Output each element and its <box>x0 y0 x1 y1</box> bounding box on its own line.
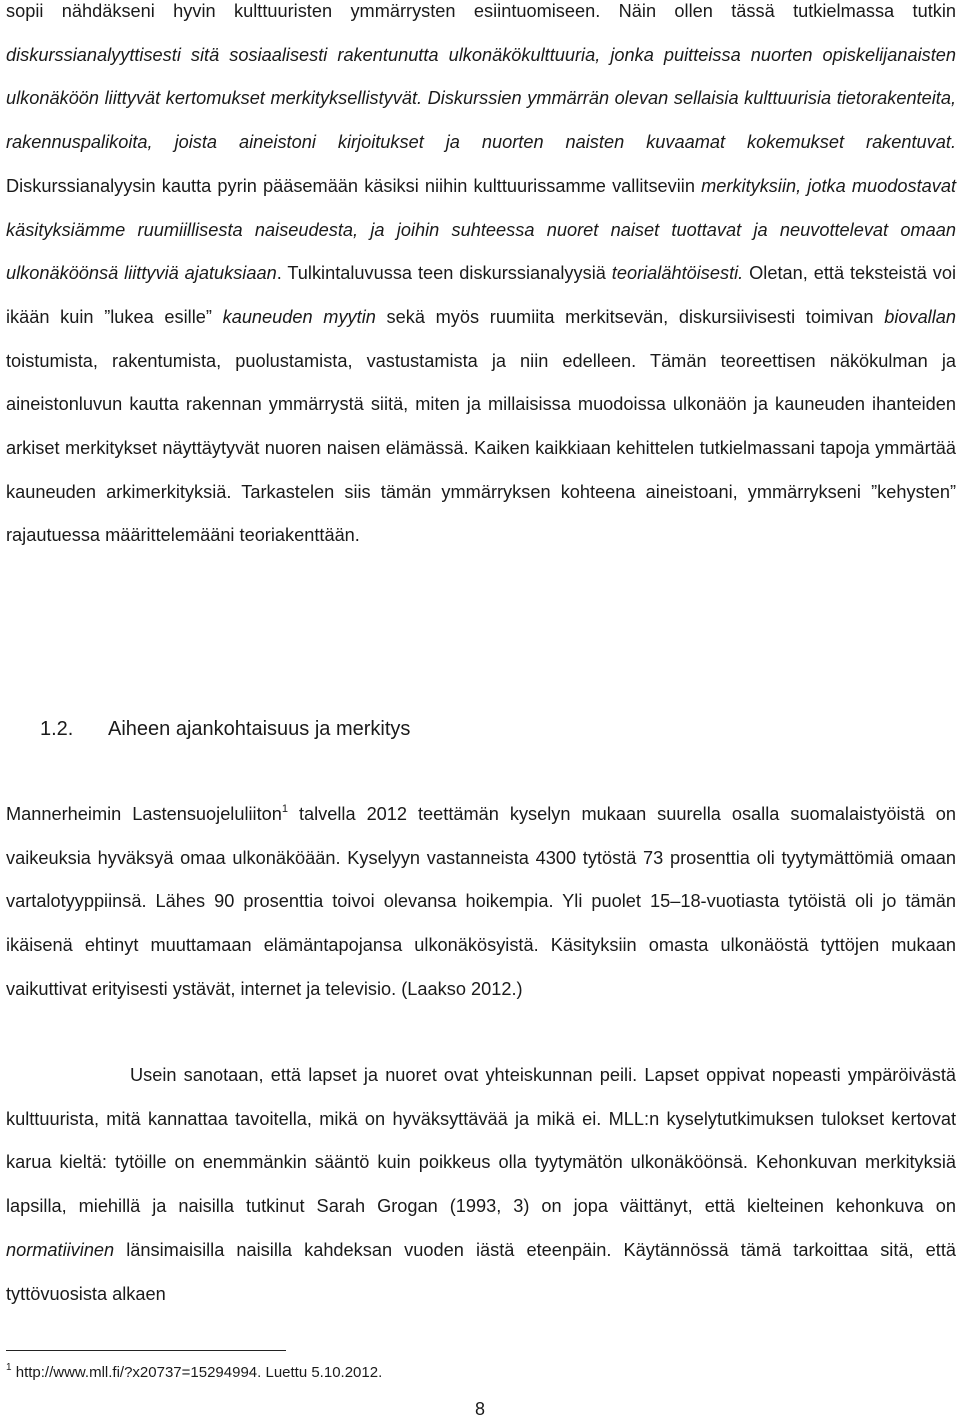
text-span: länsimaisilla naisilla kahdeksan vuoden iästä eteenpäin. Käytännössä tämä tarkoittaa sitä, että tyttövuosista alkaen <box>6 1239 956 1304</box>
text-span: . Tulkintaluvussa teen diskurssianalyysiä <box>276 263 612 284</box>
footnote-number: 1 <box>6 1362 12 1373</box>
text-span: Usein sanotaan, että lapset ja nuoret ovat yhteiskunnan peili. Lapset oppivat nopeasti ympäröivästä kulttuurista, mitä kannattaa tavoitella, mikä on hyväksyttävää ja mikä ei. MLL:n kyselytutkimuksen tulokset kertovat karua kieltä: tytöille on enemmänkin sääntö kuin poikkeus olla tyytymätön ulkonäköönsä. Kehonkuvan merkityksiä lapsilla, miehillä ja naisilla tutkinut Sarah Grogan (1993, 3) on jopa väittänyt, että kielteinen kehonkuva on <box>6 1065 956 1217</box>
section-number: 1.2. <box>40 718 74 740</box>
footnote-reference[interactable]: 1 <box>281 803 288 815</box>
text-span: sopii nähdäkseni hyvin kulttuuristen ymmärrysten esiintuomiseen. Näin ollen tässä tutkielmassa tutkin <box>6 1 956 21</box>
footnote-text: http://www.mll.fi/?x20737=15294994. Luettu 5.10.2012. <box>11 1364 383 1381</box>
italic-text-span: normatiivinen <box>6 1239 115 1260</box>
italic-text-span: biovallan <box>884 306 956 327</box>
text-span: Oletan, että tekstеistä voi ikään kuin ”lukea esille” <box>6 263 957 327</box>
italic-text-span: merkityksiin, jotka muodostavat käsityksiämme ruumiillisesta naiseudesta, ja joihin suhteessa nuoret naiset tuottavat ja neuvottelevat omaan ulkonäköönsä liittyviä ajatuksiaan <box>6 175 956 284</box>
section-title: Aiheen ajankohtaisuus ja merkitys <box>108 718 411 740</box>
text-span: sekä myös ruumiita merkitsevän, diskursiivisesti toimivan <box>375 306 885 327</box>
paragraph-mll-survey <box>6 793 956 1012</box>
footnote-divider <box>6 1350 286 1351</box>
footnote <box>6 1360 382 1386</box>
italic-text-span: kauneuden myytin <box>222 306 376 327</box>
paragraph-society-mirror <box>6 1054 956 1316</box>
text-span: Mannerheimin Lastensuojeluliiton <box>6 804 282 824</box>
text-span: talvella 2012 teettämän kyselyn mukaan suurella osalla suomalaistyöistä on vaikeuksia hyväksyä omaa ulkonäköään. Kyselyyn vastanneista 4300 tytöstä 73 prosenttia oli tyytymättömiä omaan vartalotyyppiinsä. Lähes 90 prosenttia toivoi olevansa hoikempia. Yli puolet 15–18-vuotiasta tytöistä oli jo tämän ikäisenä ehtinyt muuttamaan elämäntapojansa ulkonäkösyistä. Käsityksiin omasta ulkonäöstä tyttöjen mukaan vaikuttivat erityisesti ystävät, internet ja televisio. (Laakso 2012.) <box>6 804 956 999</box>
paragraph-discourse-analysis <box>6 0 956 558</box>
page-number: 8 <box>474 1399 485 1419</box>
italic-text-span: diskurssianalyyttisesti sitä sosiaalisesti rakentunutta ulkonäkökulttuuria, jonka puitteissa nuorten opiskelijanaisten ulkonäköön liittyvät kertomukset merkityksellistyvät. Diskurssien ymmärrän olevan sellaisia kulttuurisia tietorakenteita, rakennuspalikoita, joista aineistoni kirjoitukset ja nuorten naisten kuvaamat kokemukset rakentuvat. <box>6 44 956 153</box>
text-span: Diskurssianalyysin kautta pyrin pääsemään käsiksi niihin kulttuurissamme vallitseviin <box>6 175 702 196</box>
section-heading <box>40 712 410 746</box>
text-span: toistumista, rakentumista, puolustamista, vastustamista ja niin edelleen. Tämän teoreettisen näkökulman ja aineistonluvun kautta rakennan ymmärrystä siitä, miten ja millaisissa muodoissa ulkonäön ja kauneuden ihanteiden arkiset merkitykset näyttäytyvät nuoren naisen elämässä. Kaiken kaikkiaan kehittelen tutkielmassani tapoja ymmärtää kauneuden arkimerkityksiä. Tarkastelen siis tämän ymmärryksen kohteena aineistoani, ymmärrykseni ”kehysten” rajautuessa määrittelemääni teoriakenttään. <box>6 350 956 546</box>
italic-text-span: teorialähtöisesti. <box>611 263 744 284</box>
